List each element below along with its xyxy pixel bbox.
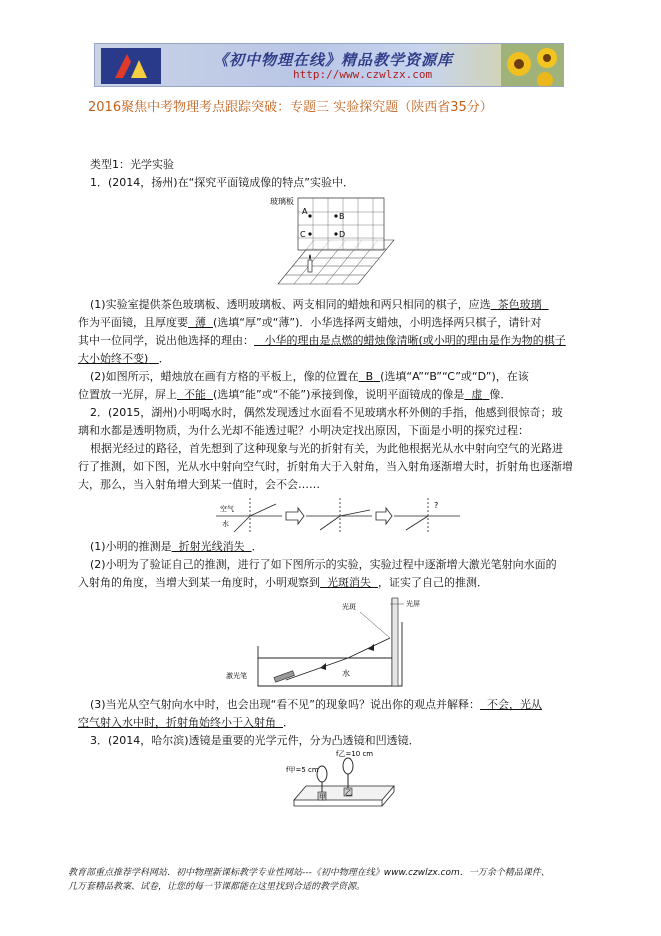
q1-p1-line3 (78, 334, 566, 348)
q1-answer-2: 薄 (195, 316, 206, 329)
arrow-right-icon (286, 508, 304, 524)
q2-p2-answer: 光斑消失 (327, 576, 371, 589)
laser-label: 激光笔 (226, 672, 247, 680)
point-A: A (302, 207, 308, 216)
q2-p2-text-c: ，证实了自己的推测． (378, 576, 488, 589)
q1-p2-answer-1: B (365, 370, 374, 383)
q1-p1-line2 (78, 316, 541, 330)
water-label: 水 (222, 520, 229, 528)
q2-p1-text: (1)小明的推测是 (90, 540, 172, 553)
footer-line-1: 教育部重点推荐学科网站．初中物理新课标教学专业性网站---《初中物理在线》www.czwlzx.com．一万余个精品课件、 (68, 868, 550, 878)
q2-p2-line1: (2)小明为了验证自己的推测，进行了如下图所示的实验，实验过程中逐渐增大激光笔射向水面的 (90, 558, 557, 571)
q1-p1-line4: 大小始终不变) ． (78, 352, 170, 365)
q1-p2-text-b: (选填“A”“B”“C”或“D”)，在该 (380, 370, 529, 383)
document-title: 2016聚焦中考物理考点跟踪突破：专题三 实验探究题（陕西省35分） (88, 100, 493, 115)
footer-line-2: 几万套精品教案、试卷，让您的每一节课都能在这里找到合适的教学资源。 (68, 882, 366, 892)
question-mark: ? (434, 501, 439, 510)
laser-pen-icon (274, 671, 295, 683)
jia-label: 甲 (319, 793, 326, 801)
q2-line2: 璃和水都是透明物质，为什么光却不能透过呢？小明决定找出原因，下面是小明的探究过程： (78, 424, 529, 437)
candle-icon (308, 260, 312, 272)
air-label: 空气 (220, 505, 234, 513)
q2-line3: 根据光经过的路径，首先想到了这种现象与光的折射有关，为此他根据光从水中射向空气的光路进 (90, 442, 563, 455)
q1-stem: 1．(2014，扬州)在“探究平面镜成像的特点”实验中． (90, 176, 354, 189)
point-D: D (339, 230, 346, 239)
q1-p2-line1 (90, 370, 529, 384)
f-jia-label: f甲=5 cm (286, 766, 319, 774)
point-C: C (300, 230, 306, 239)
q1-p2-answer-2: 不能 (184, 388, 206, 401)
q1-p1-text-c: (选填“厚”或“薄”)．小华选择两支蜡烛，小明选择两只棋子，请针对 (213, 316, 542, 329)
q1-answer-1: 茶色玻璃 (497, 298, 542, 311)
laser-tank-figure (222, 594, 432, 690)
q2-p3-answer-1: 不会，光从 (486, 698, 542, 711)
q1-answer-3a: 小华的理由是点燃的蜡烛像清晰(或小明的理由是作为物的棋子 (264, 334, 566, 347)
q2-p3-line1 (90, 698, 542, 712)
tank-water-label: 水 (342, 669, 350, 678)
lenses-figure (286, 750, 396, 816)
section-heading: 类型1：光学实验 (90, 158, 174, 171)
sunflower-image (501, 44, 563, 86)
point-B: B (339, 212, 345, 221)
q1-p2-line2 (78, 388, 511, 402)
q2-line4: 行了推测，如下图，光从水中射向空气时，折射角大于入射角，当入射角逐渐增大时，折射角也逐渐增 (78, 460, 573, 473)
q1-p1-text-d: 其中一位同学，说出他选择的理由： (78, 334, 254, 347)
q2-p3-line2 (78, 716, 294, 730)
q3-stem: 3．(2014，哈尔滨)透镜是重要的光学元件，分为凸透镜和凹透镜． (90, 734, 420, 747)
f-yi-label: f乙=10 cm (336, 750, 374, 758)
q1-p1-line1 (90, 298, 549, 312)
refraction-sequence-figure (214, 494, 464, 538)
plane-mirror-figure (258, 192, 398, 288)
q2-p3-end: ． (283, 716, 294, 729)
q2-p2-line2 (78, 576, 488, 590)
q2-p1-answer: 折射光线消失 (178, 540, 245, 553)
q1-p1-text-b: 作为平面镜，且厚度要 (78, 316, 188, 329)
q1-answer-3b: 大小始终不变) (78, 352, 149, 365)
q2-p3-answer-2: 空气射入水中时，折射角始终小于入射角 (78, 716, 276, 729)
q2-p1-line (90, 540, 263, 554)
q1-p1-text: (1)实验室提供茶色玻璃板、透明玻璃板、两支相同的蜡烛和两只相同的棋子，应选 (90, 298, 491, 311)
yi-label: 乙 (345, 789, 352, 797)
arrow-right-icon (376, 508, 392, 524)
q2-p1-end: ． (251, 540, 263, 553)
glass-label: 玻璃板 (270, 197, 294, 206)
q2-p3-text: (3)当光从空气射向水中时，也会出现“看不见”的现象吗？说出你的观点并解释： (90, 698, 480, 711)
q1-p2-text: (2)如图所示，蜡烛放在画有方格的平板上，像的位置在 (90, 370, 359, 383)
q1-p2-text-c: 位置放一光屏，屏上 (78, 388, 177, 401)
site-logo (101, 48, 161, 84)
q1-p2-text-d: (选填“能”或“不能”)承接到像，说明平面镜成的像是 (213, 388, 465, 401)
q1-p2-text-e: 像． (489, 388, 512, 401)
q2-p2-text-b: 入射角的角度，当增大到某一角度时，小明观察到 (78, 576, 320, 589)
q2-line5: 大，那么，当入射角增大到某一值时，会不会…… (78, 478, 320, 491)
spot-label: 光斑 (342, 603, 356, 611)
screen-label: 光屏 (406, 600, 420, 608)
q2-line1: 2．(2015，湖州)小明喝水时，偶然发现透过水面看不见玻璃水杯外侧的手指，他感到很惊奇；玻 (90, 406, 563, 419)
banner-url[interactable]: http://www.czwlzx.com (293, 68, 433, 81)
q1-p2-answer-3: 虚 (471, 388, 483, 401)
banner-title: 《初中物理在线》精品教学资源库 (213, 51, 454, 69)
lens-yi-icon (343, 758, 353, 774)
header-banner (94, 43, 564, 87)
